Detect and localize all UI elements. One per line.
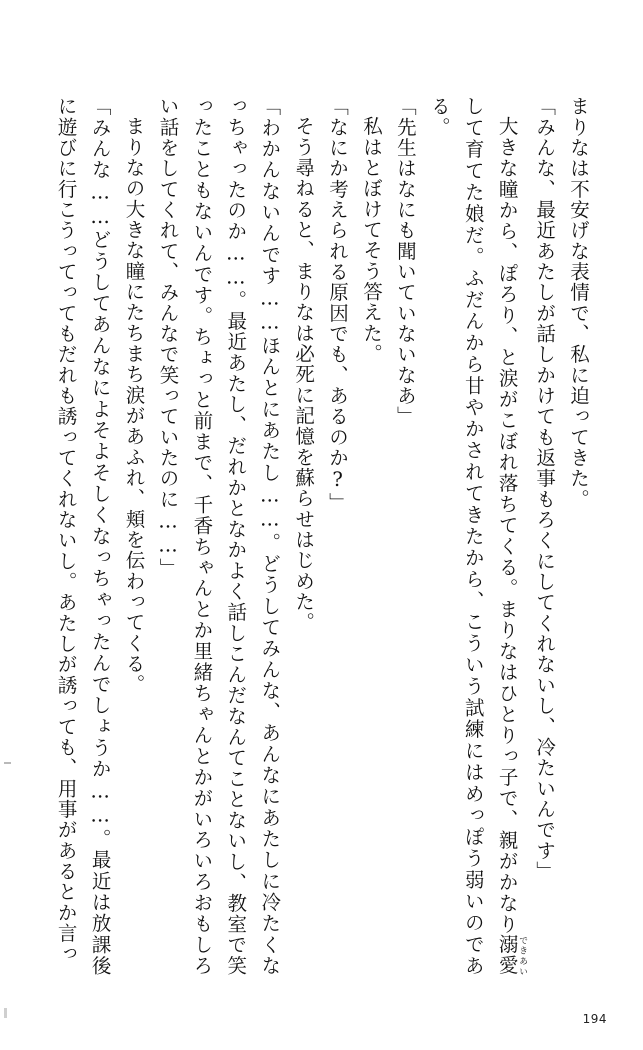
paragraph-narration: まりなの大きな瞳にたちまち涙があふれ、頬を伝わってくる。 bbox=[122, 115, 146, 695]
scan-edge-mark bbox=[4, 1008, 7, 1018]
paragraph-dialog: 「なにか考えられる原因でも、あるのか?」 bbox=[326, 96, 350, 513]
text-run-b: して育てた娘だ。ふだんから甘やかされてきたから、こういう試練にはめっぽう弱いのである。 bbox=[427, 96, 485, 976]
vertical-text-body bbox=[54, 96, 595, 976]
ruby-dekiai: 溺愛できあい bbox=[495, 934, 528, 976]
text-run-a: 大きな瞳から、ぽろり、と涙がこぼれ落ちてくる。まりなはひとりっ子で、親がかなり bbox=[495, 115, 519, 935]
paragraph-narration: まりなは不安げな表情で、私に迫ってきた。 bbox=[567, 96, 590, 510]
scan-edge-mark bbox=[4, 762, 11, 764]
page-number: 194 bbox=[582, 1012, 607, 1026]
paragraph-narration: 私はとぼけてそう答えた。 bbox=[359, 115, 383, 364]
paragraph-dialog: 「わかんないんです……ほんとにあたし……。どうしてみんな、あんなにあたしに冷たくなっちゃったのか……。最近あたし、だれかとなかよく話しこんだなんてことないし、教室で笑ったこともないんです。ちょっと前まで、千香ちゃんとか里緒ちゃんとかがいろいろおもしろい話をしてくれて、みんなで笑っていたのに……」 bbox=[156, 96, 282, 976]
paragraph-narration-ruby bbox=[422, 96, 527, 976]
paragraph-dialog: 「みんな……どうしてあんなによそよそしくなっちゃったんでしょうか……。最近は放課後に遊びに行こうってってもだれも誘ってくれないし。あたしが誘っても、用事があるとか言っ bbox=[54, 96, 112, 976]
paragraph-dialog: 「先生はなにも聞いていないなあ」 bbox=[393, 96, 417, 427]
paragraph-narration: そう尋ねると、まりなは必死に記憶を蘇らせはじめた。 bbox=[292, 115, 316, 633]
paragraph-dialog: 「みんな、最近あたしが話しかけても返事もろくにしてくれないし、冷たいんです」 bbox=[533, 96, 557, 882]
